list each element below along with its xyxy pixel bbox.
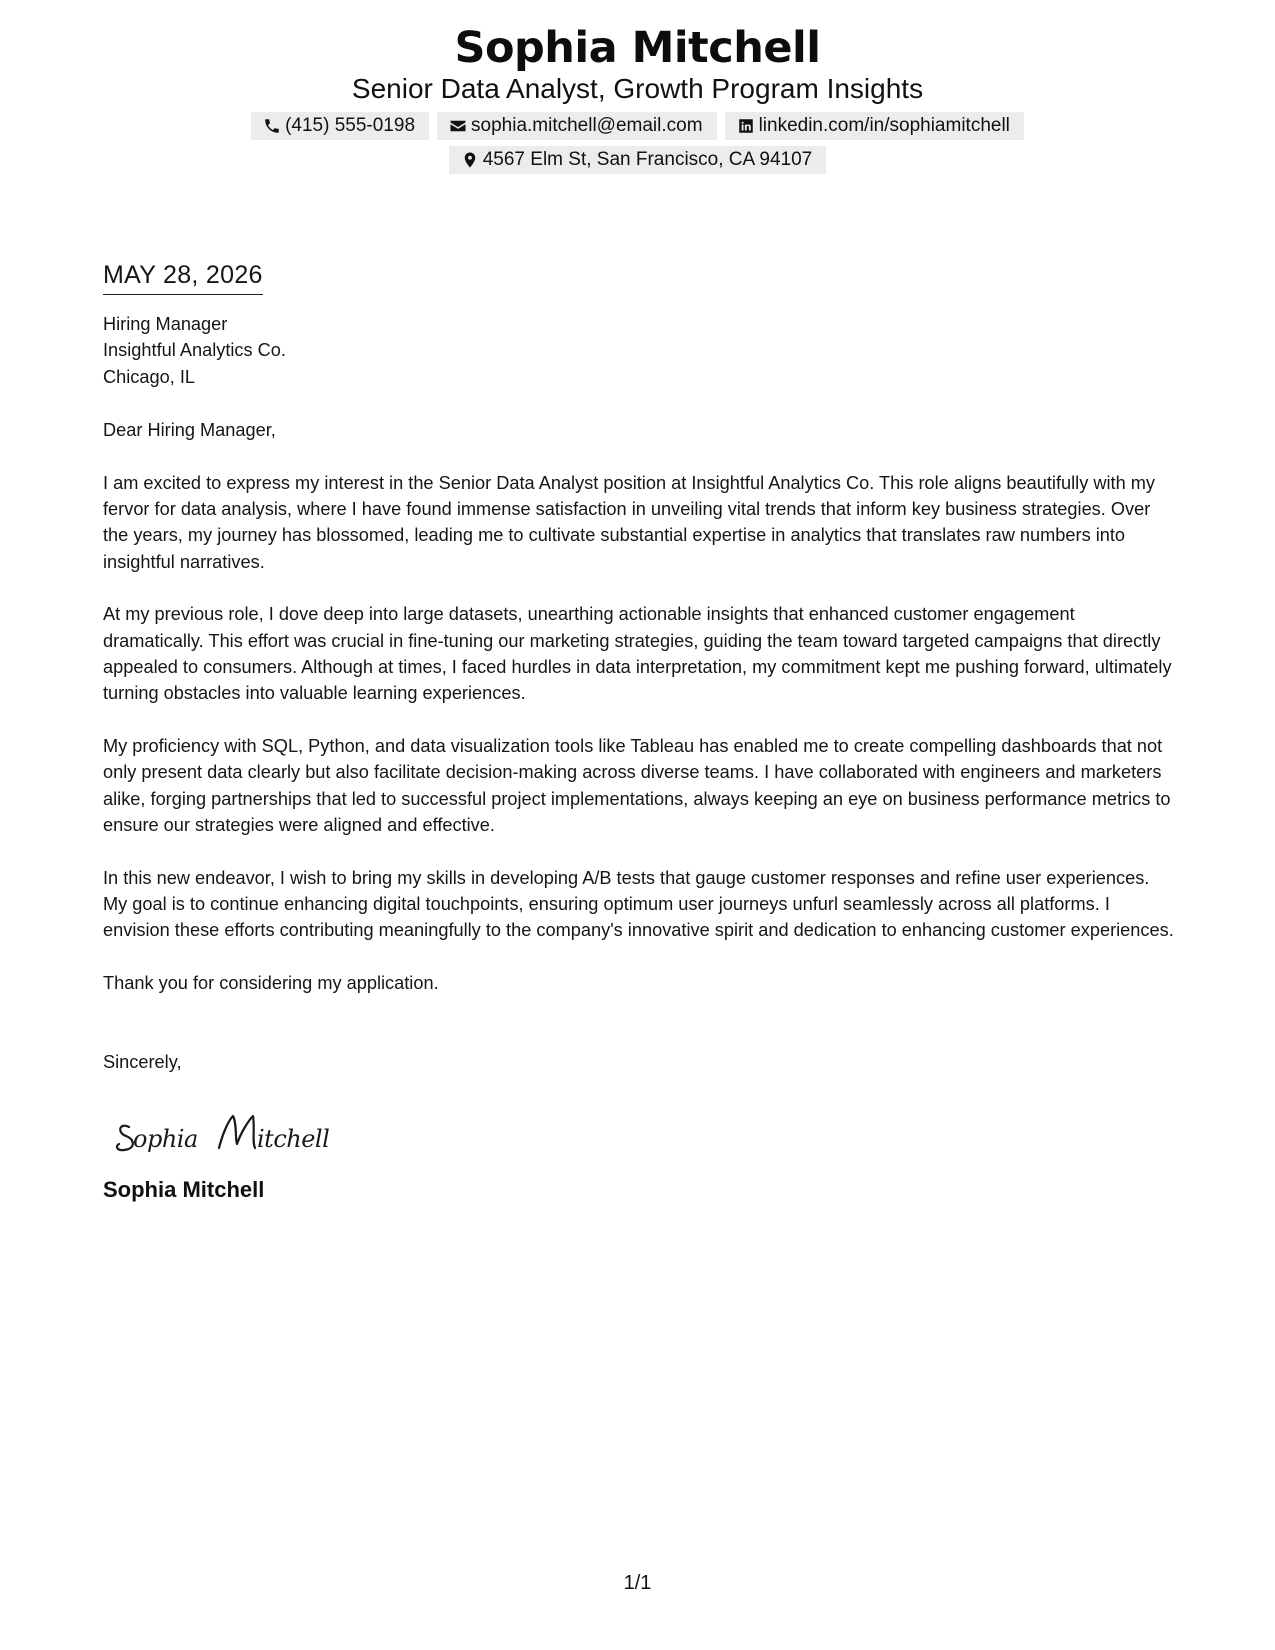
phone-text: (415) 555-0198: [285, 115, 416, 136]
recipient-location: Chicago, IL: [103, 366, 196, 387]
phone-icon: [263, 117, 281, 135]
paragraph-goals: In this new endeavor, I wish to bring my skills in developing A/B tests that gauge customer responses and refine user experiences. My goal is to continue enhancing digital touchpoints, ensuring optimum user journeys unfurl seamlessly across all platforms. I envision these efforts contributing meaningfully to the company's innovative spirit and dedication to enhancing customer experiences.: [103, 867, 1174, 941]
map-pin-icon: [461, 151, 479, 169]
address-row: [0, 146, 1275, 174]
salutation: Dear Hiring Manager,: [103, 420, 276, 441]
recipient-title: Hiring Manager: [103, 314, 228, 334]
email-chip[interactable]: [437, 112, 717, 140]
applicant-title: Senior Data Analyst, Growth Program Insights: [351, 73, 924, 104]
linkedin-icon: [737, 117, 755, 135]
paragraph-experience: At my previous role, I dove deep into large datasets, unearthing actionable insights that enhanced customer engagement dramatically. This effort was crucial in fine-tuning our marketing strategies, guiding the team toward targeted campaigns that directly appealed to consumers. Although at times, I faced hurdles in data interpretation, my commitment kept me pushing forward, ultimately turning obstacles into valuable learning experiences.: [103, 604, 1172, 704]
linkedin-chip[interactable]: [725, 112, 1024, 140]
linkedin-text[interactable]: linkedin.com/in/sophiamitchell: [758, 115, 1010, 136]
address-chip: [449, 146, 827, 174]
closing: Sincerely,: [103, 1052, 182, 1073]
signature-image: [111, 1102, 361, 1162]
applicant-name: Sophia Mitchell: [454, 23, 821, 73]
handwritten-signature: [111, 1102, 361, 1162]
recipient-block: [103, 311, 1178, 390]
paragraph-thanks: Thank you for considering my application.: [103, 972, 439, 993]
recipient-company: Insightful Analytics Co.: [103, 340, 286, 361]
address-text: 4567 Elm St, San Francisco, CA 94107: [482, 149, 813, 170]
svg-text:ophia: ophia: [133, 1124, 198, 1153]
phone-chip: [251, 112, 429, 140]
envelope-icon: [449, 117, 467, 135]
svg-text:itchell: itchell: [257, 1124, 330, 1153]
contact-row: [0, 112, 1275, 140]
email-text[interactable]: sophia.mitchell@email.com: [471, 115, 703, 136]
paragraph-skills: My proficiency with SQL, Python, and data visualization tools like Tableau has enabled me to create compelling dashboards that not only present data clearly but also facilitate decision-making across diverse teams. I have collaborated with engineers and marketers alike, forging partnerships that led to successful project implementations, always keeping an eye on business performance metrics to ensure our strategies were aligned and effective.: [103, 735, 1171, 836]
page-number: 1/1: [623, 1572, 652, 1594]
signer-name: Sophia Mitchell: [103, 1176, 265, 1202]
letter-body: [103, 258, 1178, 1204]
paragraph-intro: I am excited to express my interest in the Senior Data Analyst position at Insightful Analytics Co. This role aligns beautifully with my fervor for data analysis, where I have found immense satisfaction in unveiling vital trends that inform key business strategies. Over the years, my journey has blossomed, leading me to cultivate substantial expertise in analytics that translates raw numbers into insightful narratives.: [103, 472, 1156, 572]
letter-header: [0, 22, 1275, 174]
letter-date: MAY 28, 2026: [103, 258, 263, 295]
